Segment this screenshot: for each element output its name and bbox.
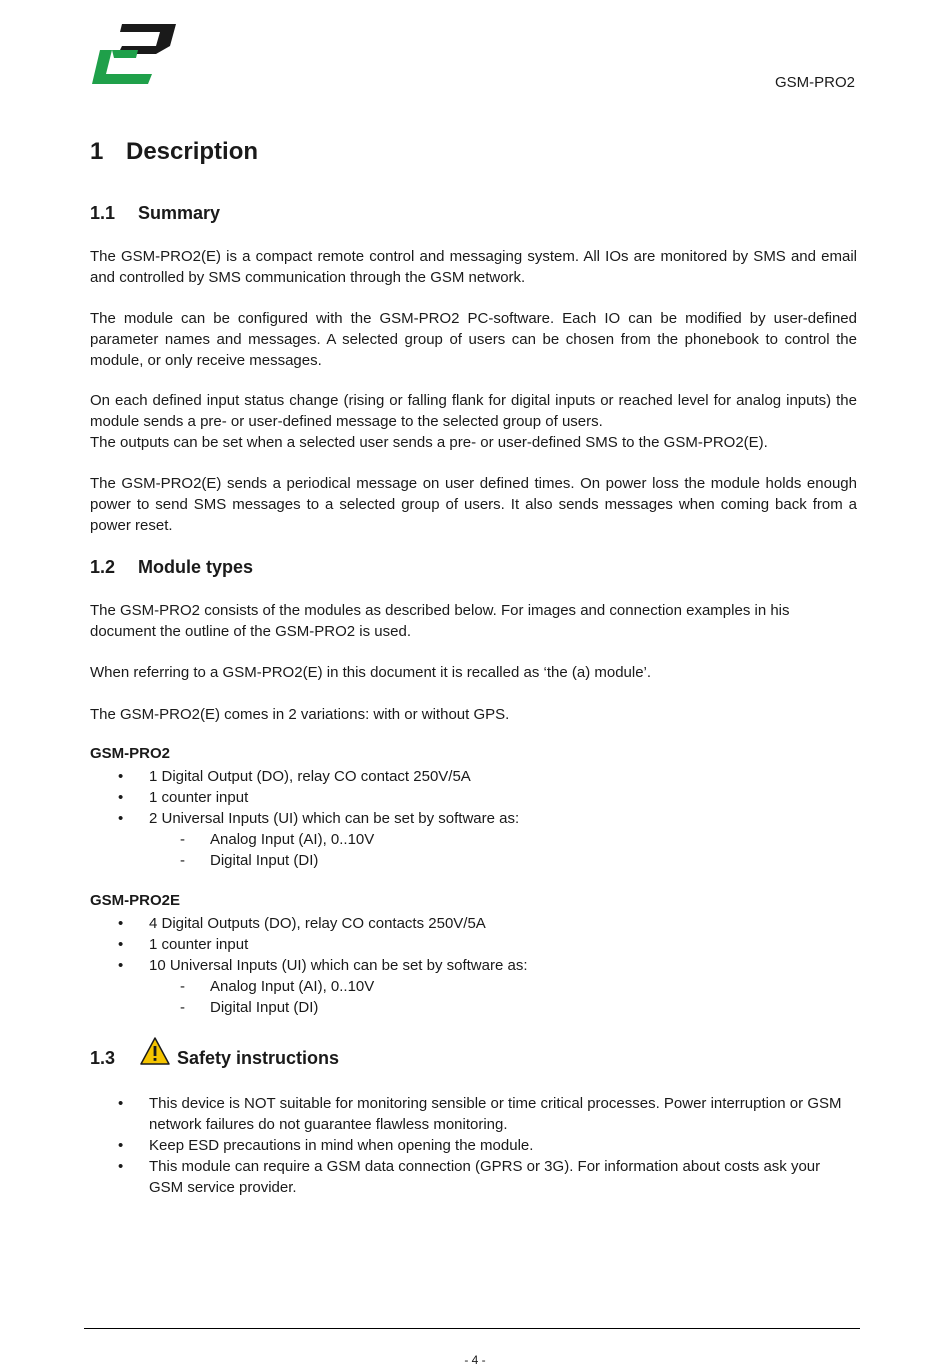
gsm-pro2-sublist <box>149 829 857 871</box>
footer-divider <box>84 1328 860 1329</box>
list-item: • 1 counter input <box>90 787 857 808</box>
summary-paragraph-3: On each defined input status change (rising or falling flank for digital inputs or reached level for analog inputs) the module sends a pre- or user-defined message to the selected group of users. <box>90 392 857 430</box>
section-number: 1 <box>90 138 104 165</box>
sub-list-item: - Analog Input (AI), 0..10V <box>149 829 857 850</box>
module-types-heading <box>90 557 253 578</box>
safety-list <box>90 1093 857 1198</box>
module-types-paragraph-3: The GSM-PRO2(E) comes in 2 variations: with or without GPS. <box>90 706 510 723</box>
summary-paragraph-2: The module can be configured with the GSM-PRO2 PC-software. Each IO can be modified by user-defined parameter names and messages. A selected group of users can be chosen from the phonebook to control the module, or only receive messages. <box>90 310 857 369</box>
safety-title: Safety instructions <box>177 1048 340 1068</box>
module-types-number: 1.2 <box>90 557 116 577</box>
list-item: • 1 Digital Output (DO), relay CO contact 250V/5A <box>90 766 857 787</box>
list-item: • 2 Universal Inputs (UI) which can be set by software as: - Analog Input (AI), 0..10V - Digital Input (DI) <box>90 808 857 871</box>
section-heading <box>90 138 258 166</box>
gsm-pro2-list <box>90 766 857 871</box>
safety-number: 1.3 <box>90 1048 116 1068</box>
list-item: • Keep ESD precautions in mind when opening the module. <box>90 1135 857 1156</box>
summary-number: 1.1 <box>90 203 116 223</box>
list-item: • 1 counter input <box>90 934 857 955</box>
gsm-pro2e-subheading: GSM-PRO2E <box>90 892 181 909</box>
gsm-pro2-subheading: GSM-PRO2 <box>90 745 171 762</box>
summary-heading <box>90 203 220 224</box>
company-logo <box>90 22 178 86</box>
sub-list-item: - Digital Input (DI) <box>149 850 857 871</box>
module-types-paragraph-1: The GSM-PRO2 consists of the modules as described below. For images and connection examples in his document the outline of the GSM-PRO2 is used. <box>90 602 790 640</box>
summary-paragraph-5: The GSM-PRO2(E) sends a periodical message on user defined times. On power loss the module holds enough power to send SMS messages to a selected group of users. It also sends messages when coming back from a power reset. <box>90 475 857 534</box>
module-types-paragraph-2: When referring to a GSM-PRO2(E) in this document it is recalled as ‘the (a) module’. <box>90 664 652 681</box>
list-item: • 4 Digital Outputs (DO), relay CO contacts 250V/5A <box>90 913 857 934</box>
summary-paragraph-4: The outputs can be set when a selected user sends a pre- or user-defined SMS to the GSM-PRO2(E). <box>90 434 768 451</box>
sub-list-item: - Analog Input (AI), 0..10V <box>149 976 857 997</box>
list-item: • 10 Universal Inputs (UI) which can be set by software as: - Analog Input (AI), 0..10V - Digital Input (DI) <box>90 955 857 1018</box>
gsm-pro2e-list <box>90 913 857 1018</box>
page-number: - 4 - <box>464 1353 486 1367</box>
sub-list-item: - Digital Input (DI) <box>149 997 857 1018</box>
section-title: Description <box>126 138 259 165</box>
summary-title: Summary <box>138 203 221 223</box>
safety-heading <box>177 1048 339 1069</box>
list-item: • This device is NOT suitable for monitoring sensible or time critical processes. Power interruption or GSM network failures do not guarantee flawless monitoring. <box>90 1093 857 1135</box>
gsm-pro2e-sublist <box>149 976 857 1018</box>
list-item: • This module can require a GSM data connection (GPRS or 3G). For information about costs ask your GSM service provider. <box>90 1156 857 1198</box>
warning-triangle-icon <box>139 1036 171 1066</box>
document-name: GSM-PRO2 <box>774 74 855 91</box>
module-types-title: Module types <box>138 557 254 577</box>
safety-heading-number <box>90 1048 115 1069</box>
summary-paragraph-1: The GSM-PRO2(E) is a compact remote control and messaging system. All IOs are monitored by SMS and email and controlled by SMS communication through the GSM network. <box>90 248 857 286</box>
